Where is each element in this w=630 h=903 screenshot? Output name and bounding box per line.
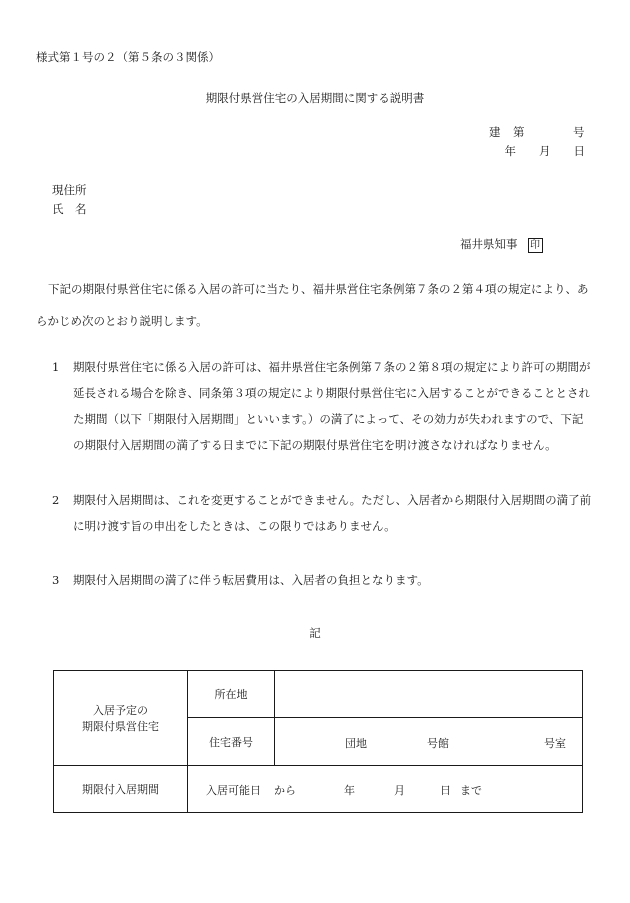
address-label: 現住所: [52, 183, 87, 197]
document-date: 年 月 日: [504, 144, 585, 158]
gokan-label: 号館: [427, 737, 449, 750]
unit-number-label: 住宅番号: [188, 718, 275, 766]
day-label: 日: [440, 784, 451, 797]
housing-label-line-2: 期限付県営住宅: [82, 720, 159, 733]
item-number: 2: [52, 493, 60, 507]
period-label: 期限付入居期間: [54, 766, 188, 813]
issuer-line: [460, 236, 543, 253]
danchi-label: 団地: [345, 737, 367, 750]
month-label: 月: [394, 784, 405, 797]
location-label: 所在地: [188, 671, 275, 718]
explanation-item-3: [52, 567, 592, 593]
issuer-label: 福井県知事: [460, 237, 518, 251]
housing-label-cell: [54, 671, 188, 766]
name-label: 氏 名: [52, 202, 87, 216]
explanation-item-1: [52, 354, 592, 458]
housing-info-table: [53, 670, 583, 813]
period-field[interactable]: [188, 766, 583, 813]
seal-box: 印: [528, 238, 543, 253]
item-number: 3: [52, 573, 60, 587]
intro-paragraph: 下記の期限付県営住宅に係る入居の許可に当たり、福井県営住宅条例第７条の２第４項の規定により、あらかじめ次のとおり説明します。: [36, 282, 589, 328]
housing-label-line-1: 入居予定の: [93, 704, 148, 717]
until-label: まで: [460, 784, 482, 797]
form-number: 様式第１号の２（第５条の３関係）: [36, 50, 220, 64]
item-text: 期限付入居期間の満了に伴う転居費用は、入居者の負担となります。: [73, 573, 429, 587]
item-text: 期限付県営住宅に係る入居の許可は、福井県営住宅条例第７条の２第８項の規定により許可の期間が延長される場合を除き、同条第３項の規定により期限付県営住宅に入居することができることとされた期間（以下「期限付入居期間」といいます。）の満了によって、その効力が失われますので、下記の期限付入居期間の満了する日までに下記の期限付県営住宅を明け渡さなければなりません。: [73, 360, 591, 452]
item-number: 1: [52, 360, 60, 374]
item-text: 期限付入居期間は、これを変更することができません。ただし、入居者から期限付入居期間の満了前に明け渡す旨の申出をしたときは、この限りではありません。: [73, 493, 592, 533]
ki-heading: 記: [309, 626, 321, 640]
document-title: 期限付県営住宅の入居期間に関する説明書: [205, 91, 425, 105]
goshitsu-label: 号室: [544, 737, 566, 750]
unit-number-field[interactable]: [275, 718, 583, 766]
location-value-field[interactable]: [275, 671, 583, 718]
year-label: 年: [344, 784, 355, 797]
document-number: 建 第 号: [489, 125, 585, 139]
move-in-label: 入居可能日: [206, 784, 261, 797]
from-label: から: [274, 784, 296, 797]
explanation-item-2: [52, 487, 592, 539]
